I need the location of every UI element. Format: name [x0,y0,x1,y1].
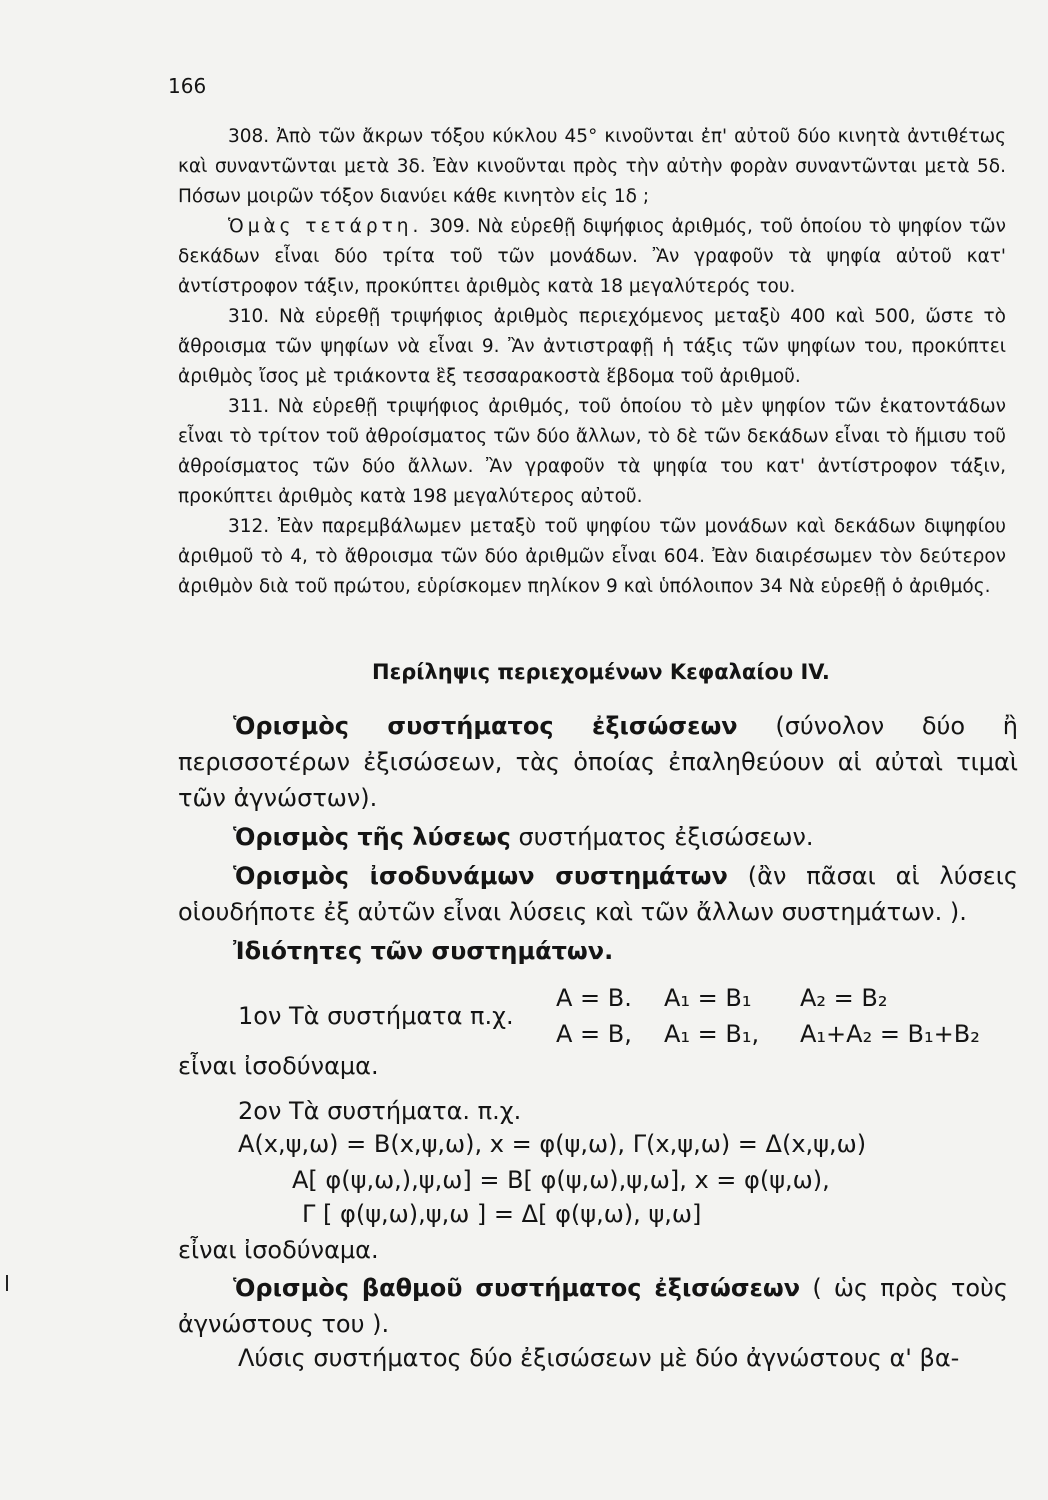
group-label: Ὁμὰς τετάρτη. [228,216,423,237]
definition-system-text: (σύνολον δύο ἢ περισσοτέρων ἐξισώσεων, τὰς ὁποίας ἐπαληθεύουν αἱ αὐταὶ τιμαὶ τῶν ἀγνώστων). [178,712,1018,812]
definition-degree-text: ( ὡς πρὸς τοὺς ἀγνώστους του ). [178,1274,1008,1338]
exercise-block [178,122,1006,602]
property1-intro: 1ον Τὰ συστήματα π.χ. [238,1002,514,1030]
property1-row1-eq2: Α₁ = Β₁ [664,984,752,1012]
exercise-310: 310. Νὰ εὑρεθῇ τριψήφιος ἀριθμὸς περιεχόμενος μεταξὺ 400 καὶ 500, ὥστε τὸ ἄθροισμα τῶν ψηφίων νὰ εἶναι 9. Ἂν ἀντιστραφῇ ἡ τάξις τῶν ψηφίων του, προκύπτει ἀριθμὸς ἴσος μὲ τριάκοντα ἓξ τεσσαρακοστὰ ἕβδομα τοῦ ἀριθμοῦ. [178,306,1006,387]
exercise-309-text: 309. Νὰ εὑρεθῇ διψήφιος ἀριθμός, τοῦ ὁποίου τὸ ψηφίον τῶν δεκάδων εἶναι δύο τρίτα τοῦ τῶν μονάδων. Ἂν γραφοῦν τὰ ψηφία αὐτοῦ κατ' ἀντίστροφον τάξιν, προκύπτει ἀριθμὸς κατὰ 18 μεγαλύτερός του. [178,216,1006,297]
definition-equivalent-text: (ἂν πᾶσαι αἱ λύσεις οἱουδήποτε ἐξ αὐτῶν εἶναι λύσεις καὶ τῶν ἄλλων συστημάτων. ). [178,862,1018,926]
property2-intro: 2ον Τὰ συστήματα. π.χ. [238,1097,522,1125]
property1-row2-eq2: Α₁ = Β₁, [664,1020,760,1048]
definition-solution-text: συστήματος ἐξισώσεων. [518,823,814,851]
property1-row1-eq3: Α₂ = Β₂ [800,984,888,1012]
definition-degree-term: Ὁρισμὸς βαθμοῦ συστήματος ἐξισώσεων [233,1274,801,1302]
property2-line2: Α[ φ(ψ,ω,),ψ,ω] = Β[ φ(ψ,ω),ψ,ω], x = φ(ψ,ω), [292,1166,830,1194]
exercise-311: 311. Νὰ εὑρεθῇ τριψήφιος ἀριθμός, τοῦ ὁποίου τὸ μὲν ψηφίον τῶν ἑκατοντάδων εἶναι τὸ τρίτον τοῦ ἀθροίσματος τῶν δύο ἄλλων, τὸ δὲ τῶν δεκάδων εἶναι τὸ ἥμισυ τοῦ ἀθροίσματος τῶν δύο ἄλλων. Ἂν γραφοῦν τὰ ψηφία του κατ' ἀντίστροφον τάξιν, προκύπτει ἀριθμὸς κατὰ 198 μεγαλύτερος αὐτοῦ. [178,396,1006,507]
property1-row1-eq1: Α = Β. [556,984,632,1012]
exercise-309 [178,212,1006,302]
property2-line1: Α(x,ψ,ω) = Β(x,ψ,ω), x = φ(ψ,ω), Γ(x,ψ,ω) = Δ(x,ψ,ω) [238,1130,867,1158]
definition-degree-para [178,1270,1008,1342]
definition-solution [178,819,1018,855]
property1-row2-eq1: Α = Β, [556,1020,632,1048]
margin-mark [6,1275,8,1291]
property1-row2-eq3: Α₁+Α₂ = Β₁+Β₂ [800,1020,980,1048]
summary-block [178,708,1018,972]
properties-heading: Ἰδιότητες τῶν συστημάτων. [233,937,614,965]
definition-solution-term: Ὁρισμὸς τῆς λύσεως [233,823,511,851]
page-number: 166 [168,74,207,98]
property2-line3: Γ [ φ(ψ,ω),ψ,ω ] = Δ[ φ(ψ,ω), ψ,ω] [302,1200,702,1228]
property1-outro: εἶναι ἰσοδύναμα. [178,1052,379,1080]
definition-equivalent [178,858,1018,930]
definition-system-term: Ὁρισμὸς συστήματος ἐξισώσεων [233,712,738,740]
definition-equivalent-term: Ὁρισμὸς ἰσοδυνάμων συστημάτων [233,862,728,890]
property2-outro: εἶναι ἰσοδύναμα. [178,1236,379,1264]
exercise-312: 312. Ἐὰν παρεμβάλωμεν μεταξὺ τοῦ ψηφίου τῶν μονάδων καὶ δεκάδων διψηφίου ἀριθμοῦ τὸ 4, τὸ ἄθροισμα τῶν δύο ἀριθμῶν εἶναι 604. Ἐὰν διαιρέσωμεν τὸν δεύτερον ἀριθμὸν διὰ τοῦ πρώτου, εὑρίσκομεν πηλίκον 9 καὶ ὑπόλοιπον 34 Νὰ εὑρεθῇ ὁ ἀριθμός. [178,516,1006,597]
definition-system [178,708,1018,816]
closing-line: Λύσις συστήματος δύο ἐξισώσεων μὲ δύο ἀγνώστους α' βα- [238,1344,960,1372]
definition-degree [178,1270,1008,1345]
exercise-308: 308. Ἀπὸ τῶν ἄκρων τόξου κύκλου 45° κινοῦνται ἐπ' αὐτοῦ δύο κινητὰ ἀντιθέτως καὶ συναντῶνται μετὰ 3δ. Ἐὰν κινοῦνται πρὸς τὴν αὐτὴν φορὰν συναντῶνται μετὰ 5δ. Πόσων μοιρῶν τόξον διανύει κάθε κινητὸν εἰς 1δ ; [178,126,1006,207]
summary-heading: Περίληψις περιεχομένων Κεφαλαίου IV. [372,660,830,684]
